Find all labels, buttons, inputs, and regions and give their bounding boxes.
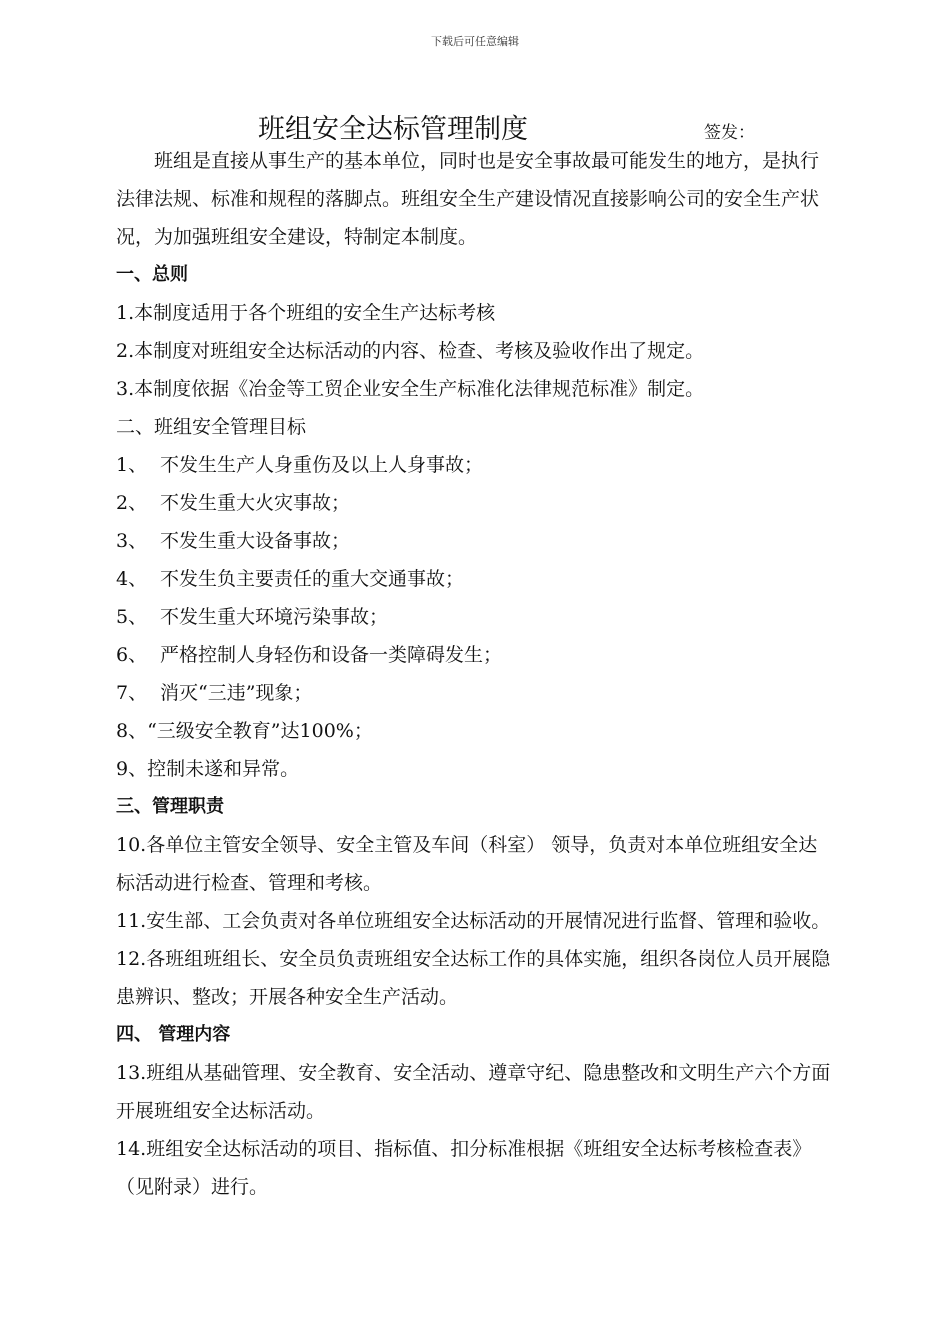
goal-text: 不发生生产人身重伤及以上人身事故； bbox=[160, 454, 484, 476]
goal-text: 不发生重大火灾事故； bbox=[160, 492, 351, 514]
header-note: 下载后可任意编辑 bbox=[431, 35, 519, 48]
duty-item-11: 11.安生部、工会负责对各单位班组安全达标活动的开展情况进行监督、管理和验收。 bbox=[116, 910, 831, 932]
document-title: 班组安全达标管理制度 bbox=[258, 114, 528, 145]
goal-number: 5、 bbox=[116, 606, 148, 628]
duty-item-12: 12.各班组班组长、安全员负责班组安全达标工作的具体实施，组织各岗位人员开展隐患辨识、整改；开展各种安全生产活动。 bbox=[116, 948, 831, 1008]
goal-number: 7、 bbox=[116, 682, 148, 704]
content-item-14: 14.班组安全达标活动的项目、指标值、扣分标准根据《班组安全达标考核检查表》（见附录）进行。 bbox=[116, 1138, 812, 1198]
goal-number: 6、 bbox=[116, 644, 148, 666]
goal-text: 严格控制人身轻伤和设备一类障碍发生； bbox=[160, 644, 503, 666]
goal-item-9: 9、控制未遂和异常。 bbox=[116, 758, 300, 780]
goal-text: 不发生负主要责任的重大交通事故； bbox=[160, 568, 465, 590]
goal-item-6 bbox=[116, 636, 836, 674]
goal-text: 消灭“三违”现象； bbox=[160, 682, 313, 704]
section-heading-goals: 二、班组安全管理目标 bbox=[116, 416, 307, 438]
general-item-2: 2.本制度对班组安全达标活动的内容、检查、考核及验收作出了规定。 bbox=[116, 340, 705, 362]
goal-item-7 bbox=[116, 674, 836, 712]
general-item-3: 3.本制度依据《冶金等工贸企业安全生产标准化法律规范标准》制定。 bbox=[116, 378, 705, 400]
duty-item-10: 10.各单位主管安全领导、安全主管及车间（科室） 领导，负责对本单位班组安全达标活动进行检查、管理和考核。 bbox=[116, 834, 818, 894]
section-heading-duties: 三、管理职责 bbox=[116, 796, 224, 817]
document-body bbox=[116, 142, 836, 1206]
intro-paragraph: 班组是直接从事生产的基本单位，同时也是安全事故最可能发生的地方，是执行法律法规、标准和规程的落脚点。班组安全生产建设情况直接影响公司的安全生产状况，为加强班组安全建设，特制定本制度。 bbox=[116, 150, 820, 248]
goal-item-2 bbox=[116, 484, 836, 522]
goal-item-3 bbox=[116, 522, 836, 560]
goal-item-4 bbox=[116, 560, 836, 598]
goal-number: 1、 bbox=[116, 454, 148, 476]
goal-item-5 bbox=[116, 598, 836, 636]
goal-item-1 bbox=[116, 446, 836, 484]
goal-number: 4、 bbox=[116, 568, 148, 590]
goal-item-8: 8、“三级安全教育”达100%； bbox=[116, 720, 373, 742]
goal-number: 3、 bbox=[116, 530, 148, 552]
goal-text: 不发生重大设备事故； bbox=[160, 530, 351, 552]
section-heading-content: 四、 管理内容 bbox=[116, 1024, 231, 1045]
goal-text: 不发生重大环境污染事故； bbox=[160, 606, 389, 628]
section-heading-general: 一、总则 bbox=[116, 264, 188, 285]
goal-number: 2、 bbox=[116, 492, 148, 514]
sign-label: 签发： bbox=[704, 123, 755, 143]
general-item-1: 1.本制度适用于各个班组的安全生产达标考核 bbox=[116, 302, 496, 324]
content-item-13: 13.班组从基础管理、安全教育、安全活动、遵章守纪、隐患整改和文明生产六个方面开展班组安全达标活动。 bbox=[116, 1062, 831, 1122]
